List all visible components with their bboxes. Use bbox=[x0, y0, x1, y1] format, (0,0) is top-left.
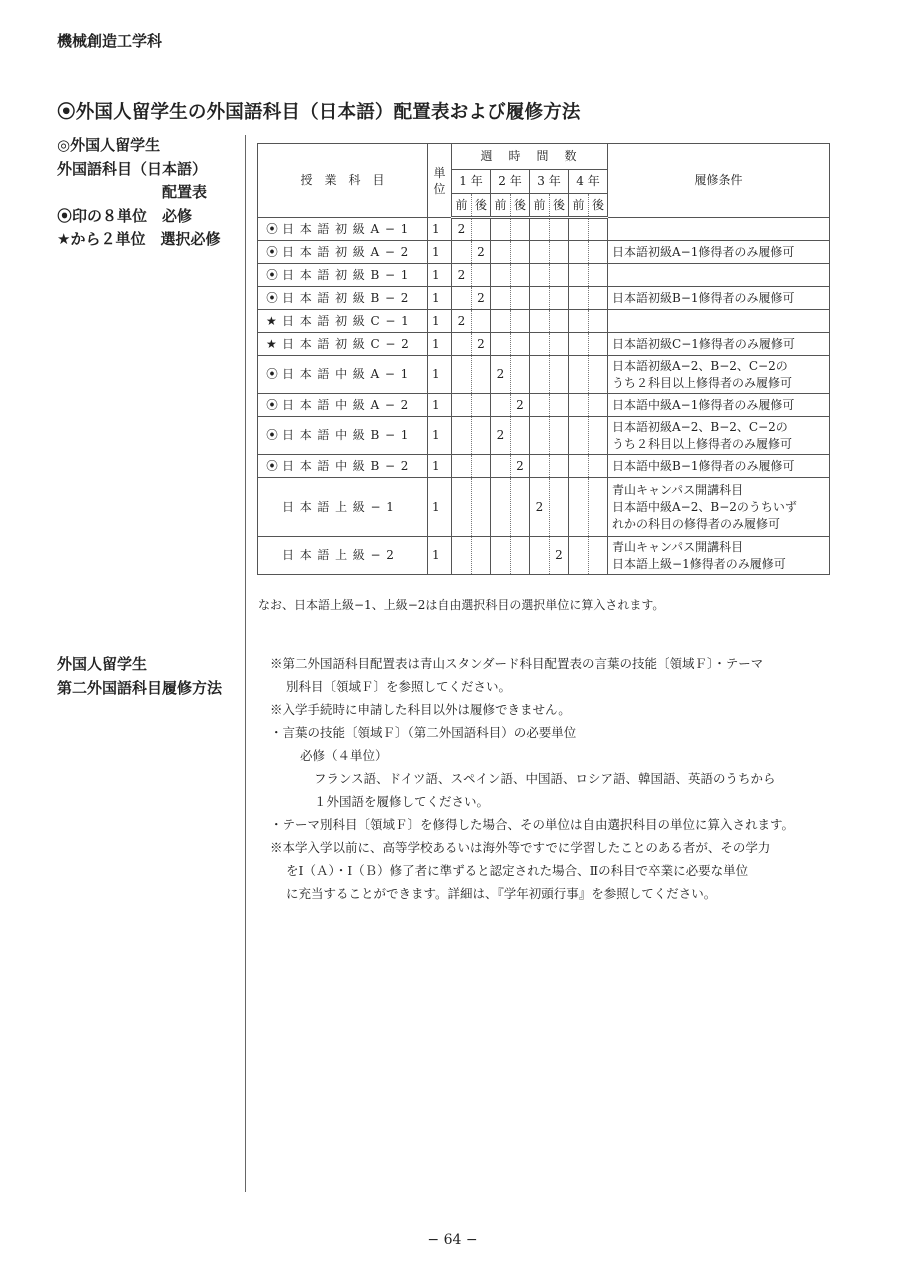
condition-line: 日本語初級A−1修得者のみ履修可 bbox=[612, 244, 795, 259]
weekly-hours-cell bbox=[530, 417, 550, 455]
table-row bbox=[258, 310, 830, 333]
condition-line: 青山キャンパス開講科目 bbox=[612, 482, 744, 497]
weekly-hours-cell: 2 bbox=[452, 218, 472, 241]
unit-cell: 1 bbox=[428, 417, 452, 455]
weekly-hours-cell bbox=[569, 455, 589, 478]
unit-cell: 1 bbox=[428, 455, 452, 478]
weekly-hours-cell bbox=[569, 218, 589, 241]
course-name: 日本語初級A−1 bbox=[282, 221, 414, 236]
unit-cell: 1 bbox=[428, 287, 452, 310]
weekly-hours-cell bbox=[589, 417, 608, 455]
side-label-line: 第二外国語科目履修方法 bbox=[57, 678, 223, 697]
condition-cell bbox=[608, 241, 830, 264]
weekly-hours-cell bbox=[550, 455, 569, 478]
condition-line: れかの科目の修得者のみ履修可 bbox=[612, 516, 781, 531]
star-icon: ★ bbox=[266, 336, 277, 351]
condition-cell bbox=[608, 218, 830, 241]
course-name: 日本語初級C−1 bbox=[282, 313, 415, 328]
circled-dot-icon: ⦿ bbox=[266, 428, 279, 442]
rule-line: ・言葉の技能〔領域Ｆ〕（第二外国語科目）の必要単位 bbox=[270, 725, 577, 740]
course-name-cell bbox=[258, 537, 428, 575]
circled-dot-icon: ⦿ bbox=[266, 267, 279, 282]
weekly-hours-cell bbox=[550, 310, 569, 333]
second-language-rules bbox=[270, 652, 840, 905]
course-name: 日本語初級B−2 bbox=[282, 290, 415, 305]
course-name: 日本語中級A−2 bbox=[282, 397, 414, 412]
weekly-hours-cell bbox=[511, 241, 530, 264]
course-name-cell bbox=[258, 310, 428, 333]
rule-line: フランス語、ドイツ語、スペイン語、中国語、ロシア語、韓国語、英語のうちから bbox=[314, 771, 776, 786]
weekly-hours-cell: 2 bbox=[550, 537, 569, 575]
weekly-hours-cell bbox=[491, 310, 511, 333]
weekly-hours-cell bbox=[452, 241, 472, 264]
unit-cell: 1 bbox=[428, 356, 452, 394]
header-year-2: 2 年 bbox=[491, 170, 530, 194]
rule-line: ※本学入学以前に、高等学校あるいは海外等ですでに学習したことのある者が、その学力 bbox=[270, 840, 771, 855]
weekly-hours-cell bbox=[452, 356, 472, 394]
weekly-hours-cell bbox=[491, 455, 511, 478]
course-name: 日本語初級A−2 bbox=[282, 244, 414, 259]
weekly-hours-cell: 2 bbox=[530, 478, 550, 537]
rule-line: 別科目〔領域Ｆ〕を参照してください。 bbox=[286, 679, 512, 694]
course-name: 日本語中級B−1 bbox=[282, 428, 415, 442]
weekly-hours-cell bbox=[530, 264, 550, 287]
header-unit-text: 単位 bbox=[433, 165, 446, 196]
course-name: 日本語中級A−1 bbox=[282, 367, 414, 381]
weekly-hours-cell bbox=[472, 310, 491, 333]
weekly-hours-cell bbox=[569, 478, 589, 537]
header-second-half: 後 bbox=[472, 194, 491, 218]
side-label-line: ★から２単位 選択必修 bbox=[57, 230, 221, 248]
weekly-hours-cell bbox=[530, 310, 550, 333]
weekly-hours-cell bbox=[589, 356, 608, 394]
weekly-hours-cell bbox=[550, 264, 569, 287]
weekly-hours-cell bbox=[530, 241, 550, 264]
table-row bbox=[258, 417, 830, 455]
side-label-line: 外国語科目（日本語） bbox=[57, 159, 208, 178]
header-year-3: 3 年 bbox=[530, 170, 569, 194]
weekly-hours-cell: 2 bbox=[491, 356, 511, 394]
header-weekly-hours: 週 時 間 数 bbox=[452, 144, 608, 170]
header-year-4: 4 年 bbox=[569, 170, 608, 194]
weekly-hours-cell: 2 bbox=[472, 287, 491, 310]
course-name: 日本語初級B−1 bbox=[282, 267, 415, 282]
weekly-hours-cell bbox=[472, 478, 491, 537]
weekly-hours-cell bbox=[472, 537, 491, 575]
weekly-hours-cell: 2 bbox=[452, 310, 472, 333]
course-name-cell bbox=[258, 264, 428, 287]
condition-line: 日本語中級B−1修得者のみ履修可 bbox=[612, 458, 795, 473]
weekly-hours-cell bbox=[550, 417, 569, 455]
weekly-hours-cell bbox=[569, 394, 589, 417]
side-label-schedule bbox=[57, 134, 220, 252]
weekly-hours-cell bbox=[511, 264, 530, 287]
condition-cell bbox=[608, 478, 830, 537]
weekly-hours-cell bbox=[550, 356, 569, 394]
weekly-hours-cell bbox=[511, 417, 530, 455]
weekly-hours-cell bbox=[550, 333, 569, 356]
weekly-hours-cell: 2 bbox=[472, 333, 491, 356]
table-note: なお、日本語上級−1、上級−2は自由選択科目の選択単位に算入されます。 bbox=[258, 598, 665, 612]
weekly-hours-cell bbox=[550, 241, 569, 264]
header-unit bbox=[428, 144, 452, 218]
weekly-hours-cell bbox=[589, 394, 608, 417]
weekly-hours-cell bbox=[511, 218, 530, 241]
weekly-hours-cell bbox=[511, 333, 530, 356]
table-row bbox=[258, 394, 830, 417]
circled-dot-icon: ⦿ bbox=[266, 367, 279, 381]
weekly-hours-cell bbox=[472, 264, 491, 287]
weekly-hours-cell bbox=[452, 478, 472, 537]
condition-line: 青山キャンパス開講科目 bbox=[612, 539, 744, 554]
condition-line: 日本語初級B−1修得者のみ履修可 bbox=[612, 290, 795, 305]
rule-line: 必修（４単位） bbox=[300, 748, 388, 763]
header-subject: 授 業 科 目 bbox=[258, 144, 428, 218]
course-name: 日本語初級C−2 bbox=[282, 336, 415, 351]
weekly-hours-cell bbox=[472, 218, 491, 241]
condition-line: うち２科目以上修得者のみ履修可 bbox=[612, 375, 793, 390]
rule-line: に充当することができます。詳細は、『学年初頭行事』を参照してください。 bbox=[286, 886, 717, 901]
weekly-hours-cell bbox=[491, 264, 511, 287]
weekly-hours-cell bbox=[589, 310, 608, 333]
table-row bbox=[258, 287, 830, 310]
weekly-hours-cell bbox=[569, 537, 589, 575]
header-first-half: 前 bbox=[530, 194, 550, 218]
course-name-cell bbox=[258, 394, 428, 417]
weekly-hours-cell bbox=[569, 356, 589, 394]
table-row bbox=[258, 333, 830, 356]
weekly-hours-cell bbox=[511, 537, 530, 575]
condition-line: 日本語中級A−2、B−2のうちいず bbox=[612, 499, 797, 514]
side-label-line: 外国人留学生 bbox=[57, 655, 148, 673]
course-name-cell bbox=[258, 218, 428, 241]
rule-line: ※入学手続時に申請した科目以外は履修できません。 bbox=[270, 702, 571, 717]
course-name-cell bbox=[258, 455, 428, 478]
weekly-hours-cell bbox=[589, 218, 608, 241]
course-name-cell bbox=[258, 356, 428, 394]
course-name-cell bbox=[258, 417, 428, 455]
rule-line: ※第二外国語科目配置表は青山スタンダード科目配置表の言葉の技能〔領域Ｆ〕・テーマ bbox=[270, 656, 764, 671]
weekly-hours-cell bbox=[491, 394, 511, 417]
weekly-hours-cell bbox=[589, 241, 608, 264]
weekly-hours-cell bbox=[589, 478, 608, 537]
header-condition: 履修条件 bbox=[608, 144, 830, 218]
table-row bbox=[258, 455, 830, 478]
weekly-hours-cell bbox=[491, 218, 511, 241]
weekly-hours-cell bbox=[530, 218, 550, 241]
table-row bbox=[258, 218, 830, 241]
weekly-hours-cell bbox=[569, 333, 589, 356]
weekly-hours-cell bbox=[472, 356, 491, 394]
header-second-half: 後 bbox=[550, 194, 569, 218]
condition-line: 日本語初級C−1修得者のみ履修可 bbox=[612, 336, 795, 351]
weekly-hours-cell bbox=[472, 417, 491, 455]
rule-line: １外国語を履修してください。 bbox=[314, 794, 490, 809]
weekly-hours-cell bbox=[530, 333, 550, 356]
table-row bbox=[258, 478, 830, 537]
weekly-hours-cell: 2 bbox=[511, 394, 530, 417]
header-second-half: 後 bbox=[589, 194, 608, 218]
condition-cell bbox=[608, 264, 830, 287]
weekly-hours-cell bbox=[452, 394, 472, 417]
condition-line: 日本語初級A−2、B−2、C−2の bbox=[612, 358, 788, 373]
unit-cell: 1 bbox=[428, 310, 452, 333]
weekly-hours-cell bbox=[589, 264, 608, 287]
weekly-hours-cell: 2 bbox=[491, 417, 511, 455]
weekly-hours-cell bbox=[491, 537, 511, 575]
weekly-hours-cell bbox=[491, 241, 511, 264]
unit-cell: 1 bbox=[428, 264, 452, 287]
unit-cell: 1 bbox=[428, 537, 452, 575]
weekly-hours-cell bbox=[589, 537, 608, 575]
weekly-hours-cell: 2 bbox=[452, 264, 472, 287]
circled-dot-icon: ⦿ bbox=[266, 290, 279, 305]
department-header: 機械創造工学科 bbox=[57, 32, 163, 50]
unit-cell: 1 bbox=[428, 333, 452, 356]
weekly-hours-cell bbox=[472, 455, 491, 478]
weekly-hours-cell bbox=[452, 287, 472, 310]
weekly-hours-cell bbox=[569, 417, 589, 455]
weekly-hours-cell bbox=[511, 478, 530, 537]
course-name: 日本語上級−1 bbox=[282, 499, 400, 514]
table-row bbox=[258, 241, 830, 264]
side-label-line: ◎外国人留学生 bbox=[57, 136, 161, 154]
table-row bbox=[258, 356, 830, 394]
page-number: − 64 − bbox=[427, 1232, 478, 1248]
course-name-cell bbox=[258, 478, 428, 537]
weekly-hours-cell bbox=[569, 287, 589, 310]
weekly-hours-cell bbox=[530, 455, 550, 478]
weekly-hours-cell bbox=[472, 394, 491, 417]
weekly-hours-cell bbox=[511, 287, 530, 310]
weekly-hours-cell bbox=[569, 310, 589, 333]
course-name-cell bbox=[258, 333, 428, 356]
header-first-half: 前 bbox=[569, 194, 589, 218]
weekly-hours-cell bbox=[550, 218, 569, 241]
circled-dot-icon: ⦿ bbox=[266, 458, 279, 473]
condition-cell bbox=[608, 455, 830, 478]
header-first-half: 前 bbox=[452, 194, 472, 218]
weekly-hours-cell bbox=[569, 264, 589, 287]
condition-line: うち２科目以上修得者のみ履修可 bbox=[612, 436, 793, 451]
unit-cell: 1 bbox=[428, 478, 452, 537]
header-year-1: 1 年 bbox=[452, 170, 491, 194]
weekly-hours-cell bbox=[530, 356, 550, 394]
unit-cell: 1 bbox=[428, 241, 452, 264]
weekly-hours-cell bbox=[530, 537, 550, 575]
side-label-line: 配置表 bbox=[162, 183, 208, 201]
circled-dot-icon: ⦿ bbox=[266, 244, 279, 259]
weekly-hours-cell bbox=[589, 287, 608, 310]
unit-cell: 1 bbox=[428, 394, 452, 417]
japanese-course-table bbox=[257, 143, 830, 575]
side-label-line: ⦿印の８単位 必修 bbox=[57, 206, 193, 225]
weekly-hours-cell bbox=[530, 287, 550, 310]
condition-line: 日本語中級A−1修得者のみ履修可 bbox=[612, 397, 795, 412]
course-name-cell bbox=[258, 241, 428, 264]
header-second-half: 後 bbox=[511, 194, 530, 218]
course-name: 日本語上級−2 bbox=[282, 548, 400, 562]
condition-cell bbox=[608, 333, 830, 356]
weekly-hours-cell bbox=[491, 333, 511, 356]
table-row bbox=[258, 264, 830, 287]
column-divider bbox=[245, 135, 246, 1192]
condition-cell bbox=[608, 356, 830, 394]
table-row bbox=[258, 537, 830, 575]
weekly-hours-cell bbox=[569, 241, 589, 264]
condition-cell bbox=[608, 417, 830, 455]
rule-line: ・テーマ別科目〔領域Ｆ〕を修得した場合、その単位は自由選択科目の単位に算入されます。 bbox=[270, 817, 795, 832]
weekly-hours-cell bbox=[452, 455, 472, 478]
side-label-second-language bbox=[57, 653, 222, 700]
condition-cell bbox=[608, 287, 830, 310]
condition-cell bbox=[608, 537, 830, 575]
header-first-half: 前 bbox=[491, 194, 511, 218]
weekly-hours-cell bbox=[452, 333, 472, 356]
weekly-hours-cell bbox=[491, 287, 511, 310]
circled-dot-icon: ⦿ bbox=[266, 221, 279, 236]
weekly-hours-cell bbox=[511, 356, 530, 394]
weekly-hours-cell bbox=[550, 287, 569, 310]
weekly-hours-cell bbox=[550, 394, 569, 417]
weekly-hours-cell bbox=[589, 455, 608, 478]
weekly-hours-cell bbox=[511, 310, 530, 333]
weekly-hours-cell bbox=[550, 478, 569, 537]
course-name: 日本語中級B−2 bbox=[282, 458, 415, 473]
condition-line: 日本語上級−1修得者のみ履修可 bbox=[612, 556, 786, 571]
circled-dot-icon: ⦿ bbox=[266, 397, 279, 412]
star-icon: ★ bbox=[266, 313, 277, 328]
weekly-hours-cell bbox=[491, 478, 511, 537]
section-title: ⦿外国人留学生の外国語科目（日本語）配置表および履修方法 bbox=[57, 102, 581, 123]
condition-line: 日本語初級A−2、B−2、C−2の bbox=[612, 419, 788, 434]
weekly-hours-cell: 2 bbox=[472, 241, 491, 264]
weekly-hours-cell bbox=[452, 537, 472, 575]
unit-cell: 1 bbox=[428, 218, 452, 241]
weekly-hours-cell bbox=[530, 394, 550, 417]
weekly-hours-cell bbox=[452, 417, 472, 455]
weekly-hours-cell: 2 bbox=[511, 455, 530, 478]
condition-cell bbox=[608, 310, 830, 333]
course-name-cell bbox=[258, 287, 428, 310]
condition-cell bbox=[608, 394, 830, 417]
weekly-hours-cell bbox=[589, 333, 608, 356]
rule-line: をⅠ（Ａ）・Ⅰ（Ｂ）修了者に準ずると認定された場合、Ⅱの科目で卒業に必要な単位 bbox=[286, 863, 749, 878]
